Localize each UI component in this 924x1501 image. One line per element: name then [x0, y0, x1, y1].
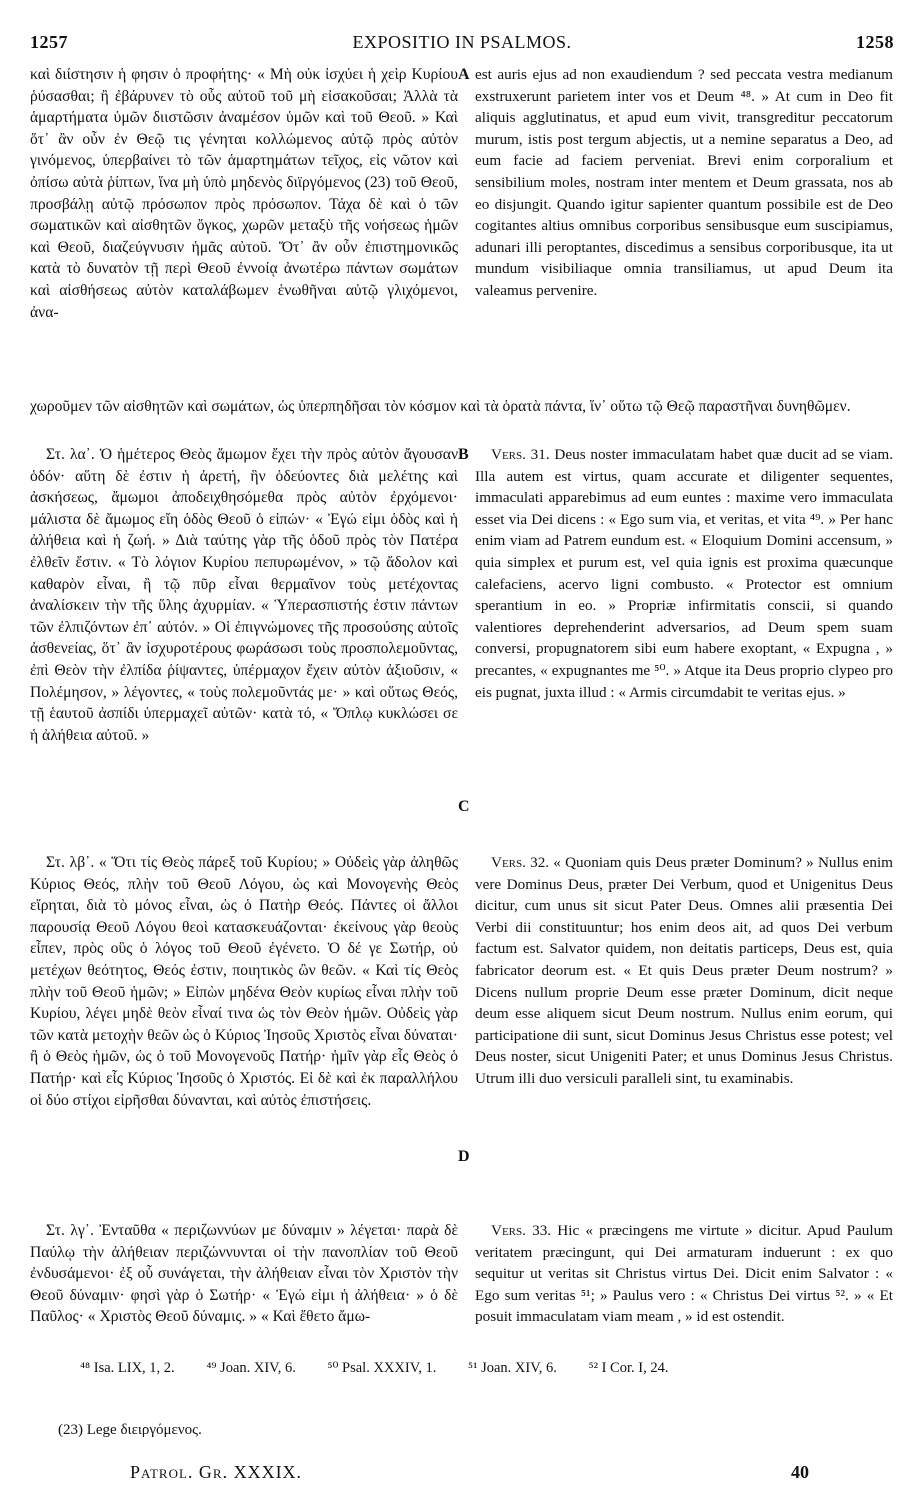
greek-text: καὶ διίστησιν ἡ φησιν ὁ προφήτης· « Μὴ οὐκ ἰσχύει ἡ χεὶρ Κυρίου ῥύσασθαι; ἢ ἐβάρυνεν τὸ οὖς αὐτοῦ τοῦ μὴ εἰσακοῦσαι; Ἀλλὰ τὰ ἁμαρτήματα ὑμῶν διιστῶσιν ἀναμέσον ὑμῶν καὶ τοῦ Θεοῦ. » Καὶ ὅτ᾽ ἂν οὖν ἐν Θεῷ τις γένηται κολλώμενος αὐτῷ πρὸς αὐτὸν γινόμενος, ὑπερβαίνει τὸ τῶν ἁμαρτημάτων τεῖχος, εἰς νῶτον καὶ ὀπίσω αὐτὰ ῥίπτων, ἵνα μὴ ὑπὸ μηδενὸς διϊργόμενος (23) τοῦ Θεοῦ, προσβάλῃ αὐτῷ πρόσωπον πρὸς πρόσωπον. Τάχα δὲ καὶ ὁ τῶν σωματικῶν καὶ αἰσθητῶν ὄγκος, χωρῶν μεταξὺ τῆς νοήσεως ἡμῶν καὶ Θεοῦ, διαζεύγνυσιν ἡμᾶς αὐτοῦ. Ὅτ᾽ ἂν οὖν ἐπιστημονικῶς κατὰ τὸ δυνατὸν τῇ περὶ Θεοῦ ἐννοίᾳ ἀνωτέρω πάντων σωμάτων καὶ αἰσθήσεως αὐτὸν καταλάβωμεν ἑνωθῆναι αὐτῷ γλιχόμενοι, ἀνα- — [30, 66, 458, 321]
greek-text: Στ. λβ᾽. « Ὅτι τίς Θεὸς πάρεξ τοῦ Κυρίου; » Οὐδεὶς γὰρ ἀληθῶς Κύριος Θεός, πλὴν τοῦ Θεοῦ Λόγου, ὡς καὶ Μονογενὴς Θεὸς εἴρηται, διὰ τὸ μόνος εἶναι, ὡς ὁ Πατὴρ Θεός. Πάντες οἱ ἄλλοι παρουσίᾳ Θεοῦ Λόγου θεοὶ κατασκευάζονται· ἐκείνους γὰρ θεοὺς εἶπεν, πρὸς οὓς ὁ λόγος τοῦ Θεοῦ ἐγένετο. Ὁ δέ γε Σωτήρ, οὐ μετέχων θεότητος, Θεός ἐστιν, ποιητικὸς ὢν θεῶν. « Καὶ τίς Θεὸς πλὴν τοῦ Θεοῦ ἡμῶν; » Εἰπὼν μηδένα Θεὸν κυρίως εἶναι πλὴν τοῦ Κυρίου, λέγει μηδὲ θεὸν εἶναί τινα ὡς τὸν Θεὸν ἡμῶν. Οὐδεὶς γὰρ τῶν κατὰ μετοχὴν θεῶν ὡς ὁ Κύριος Ἰησοῦς Χριστὸς εἶναι δύναται· ἢ ὁ Θεὸς ἡμῶν, ὡς ὁ τοῦ Μονογενοῦς Πατήρ· ἡμῖν γὰρ εἷς Θεὸς ὁ Πατήρ· καὶ εἷς Κύριος Ἰησοῦς ὁ Χριστός. Εἰ δὲ καὶ ἐκ παραλλήλου οἱ δύο στίχοι εἰρῆσθαι δύνανται, καὶ αὐτὸς ἐπιστήσεις. — [30, 854, 458, 1109]
footnotes — [80, 1360, 696, 1377]
greek-text: Στ. λγ᾽. Ἐνταῦθα « περιζωννύων με δύναμιν » λέγεται· παρὰ δὲ Παύλῳ τὴν ἀλήθειαν περιζώννυνται οἱ τὴν πανοπλίαν τοῦ Θεοῦ ἐνδυσάμενοι· ἐξ οὗ συνάγεται, τὴν ἀλήθειαν εἶναι τὸν Χριστὸν τὴν Θεοῦ δύναμιν· φησὶ γὰρ ὁ Σωτήρ· « Ἐγώ εἰμι ἡ ἀλήθεια· » ὁ δὲ Παῦλος· « Χριστὸς Θεοῦ δύναμις. » « Καὶ ἔθετο ἄμω- — [30, 1222, 458, 1326]
verse-label: Vers. 33. — [491, 1222, 552, 1239]
latin-paragraph-1 — [475, 64, 893, 302]
section-mark-c: C — [458, 798, 470, 815]
footnote: ⁵² I Cor. I, 24. — [588, 1360, 669, 1376]
column-number-right: 1258 — [856, 32, 894, 52]
latin-text: « Quoniam quis Deus præter Dominum? » Nullus enim vere Dominus Deus, præter Dei Verbum, quod et Unigenitus Deus dicitur, cum unus sit sicut Pater Deus. Omnes alii præsentia Dei Verbi dii constituuntur; hos enim deos ait, ad quos Dei verbum factum est. Salvator quidem, non deitatis particeps, Deus est, quia fabricator deorum est. « Et quis Deus præter Deum nostrum? » Dicens nullum proprie Deum esse præter Dominum, dicit neque deum esse aliquem sicut Deum nostrum. Nullus enim eorum, qui participatione dii sunt, sicut Dominus Jesus Christus esse potest; vel Deus noster, sicut Unigeniti Pater; et unus Dominus Jesus Christus. Utrum illi duo versiculi paralleli sint, tu examinabis. — [475, 854, 893, 1087]
greek-text: Στ. λα᾽. Ὁ ἡμέτερος Θεὸς ἄμωμον ἔχει τὴν πρὸς αὐτὸν ἄγουσαν ὁδόν· αὕτη δὲ ἐστιν ἡ ἀρετή, ἣν ὁδεύοντες διὰ μελέτης καὶ ἀσκήσεως, ἄμωμοι ἀποδειχθησόμεθα πρὸς αὐτὸν ἐρχόμενοι· μάλιστα δὲ ἄμωμος εἴη ὁδὸς Θεοῦ ὁ εἰπών· « Ἐγώ εἰμι ὁδὸς καὶ ἡ ἀλήθεια καὶ ἡ ζωή. » Διὰ ταύτης γὰρ τῆς ὁδοῦ πρὸς τὸν Πατέρα ἐλθεῖν ἔστιν. « Τὸ λόγιον Κυρίου πεπυρωμένον, » τῷ ἄδολον καὶ καθαρὸν εἶναι, ἢ τῷ πῦρ εἶναι θερμαῖνον τοὺς μετέχοντας ἀναλίσκειν τὴν τῆς ὕλης ἀχυρμίαν. « Ὑπερασπιστής ἐστιν πάντων τῶν ἐλπιζόντων ἐπ᾽ αὐτόν. » Οἱ ἐπιγνώμονες τῆς προσούσης αὐτοῖς ἀσθενείας, ὅτ᾽ ἂν ἰσχυροτέρους φωράσωσι τοὺς προσπολεμοῦντας, ἐπὶ Θεὸν τὴν ἐλπίδα ῥίψαντες, ὑπέρμαχον ἔχειν αὐτὸν ἀξιοῦσιν, « Πολέμησον, » λέγοντες, « τοὺς πολεμοῦντάς με· » καὶ οὕτως Θεός, τῇ ἑαυτοῦ ἀσπίδι ὑπερμαχεῖ αὐτῶν· κατὰ τό, « Ὅπλῳ κυκλώσει σε ἡ ἀλήθεια αὐτοῦ. » — [30, 446, 458, 744]
latin-text: est auris ejus ad non exaudiendum ? sed peccata vestra medianum exstruxerunt parietem inter vos et Deum ⁴⁸. » At cum in Deo fit aliquis agglutinatus, et apud eum vivit, transgreditur peccatorum murum, istis post tergum abjectis, ut a nemine separatus a Deo, ad eum facie ad faciem perveniat. Brevi enim corporalium et sensibilium moles, nostram inter mentem et Deum grassata, nos ab eo disjungit. Quando igitur sapienter quantum possibile est de Deo cogitantes altius omnibus corporibus sensibusque eum suscipiamus, adunari illi peroptantes, discedimus a sensibus corporibusque, ita ut mundum visibiliaque omnia transiliamus, ut apud Deum ita valeamus pervenire. — [475, 66, 893, 299]
page-footer — [130, 1462, 809, 1486]
running-title: EXPOSITIO IN PSALMOS. — [352, 32, 572, 52]
latin-text: Hic « præcingens me virtute » dicitur. Apud Paulum veritatem præcingunt, qui Dei armaturam induerunt : ex quo sequitur ut veritas sit Christus virtus Dei. Dicit enim Salvator : « Ego sum veritas ⁵¹; » Paulus vero : « Christus Dei virtus ⁵². » « Et posuit immaculatam viam meam , » id est ostendit. — [475, 1222, 893, 1326]
section-mark-d: D — [458, 1148, 470, 1165]
footnote: ⁴⁹ Joan. XIV, 6. — [206, 1360, 296, 1376]
footnote: ⁵⁰ Psal. XXXIV, 1. — [327, 1360, 437, 1376]
page-header — [30, 32, 894, 58]
greek-text: χωροῦμεν τῶν αἰσθητῶν καὶ σωμάτων, ὡς ὑπερπηδῆσαι τὸν κόσμον καὶ τὰ ὁρατὰ πάντα, ἵν᾽ οὕτω τῷ Θεῷ παραστῆναι δυνηθῶμεν. — [30, 398, 851, 415]
footnote: ⁴⁸ Isa. LIX, 1, 2. — [80, 1360, 175, 1376]
greek-spanning-tail — [30, 396, 894, 418]
signature-number: 40 — [791, 1462, 809, 1482]
latin-verse-31 — [475, 444, 893, 703]
greek-paragraph-verse-31 — [30, 444, 458, 746]
column-number-left: 1257 — [30, 32, 68, 52]
latin-text: Deus noster immaculatam habet quæ ducit ad se viam. Illa autem est virtus, quam accurate et diligenter sequentes, immaculati apparebimus ad eum euntes : maxime vero immaculata esset via Dei dicens : « Ego sum via, et veritas, et vita ⁴⁹. » Per hanc enim viam ad Patrem eundum est. « Eloquium Domini accensum, » quia simplex et purum est, vel quia ignis est proxima quæcunque calefaciens, acervo ligni combusto. « Protector est omnium sperantium in eo. » Propriæ infirmitatis conscii, si quando valentiores deprehenderint adversarios, ad Deum spem suam conversi, propugnatorem sibi eum habere exoptant, « Expugna , » precantes, « expugnantes me ⁵⁰. » Atque ita Deus proprio clypeo pro eis pugnat, juxta illud : « Armis circumdabit te veritas ejus. » — [475, 446, 893, 701]
verse-label: Vers. 32. — [491, 854, 550, 871]
editorial-note: (23) Lege διειργόμενος. — [58, 1422, 202, 1438]
greek-paragraph-1 — [30, 64, 458, 323]
latin-verse-33 — [475, 1220, 893, 1328]
greek-paragraph-verse-33 — [30, 1220, 458, 1328]
latin-verse-32 — [475, 852, 893, 1090]
greek-paragraph-verse-32 — [30, 852, 458, 1111]
volume-signature: Patrol. Gr. XXXIX. — [130, 1462, 303, 1482]
footnote: ⁵¹ Joan. XIV, 6. — [468, 1360, 557, 1376]
section-mark-a: A — [458, 66, 470, 83]
verse-label: Vers. 31. — [491, 446, 550, 463]
section-mark-b: B — [458, 446, 469, 463]
